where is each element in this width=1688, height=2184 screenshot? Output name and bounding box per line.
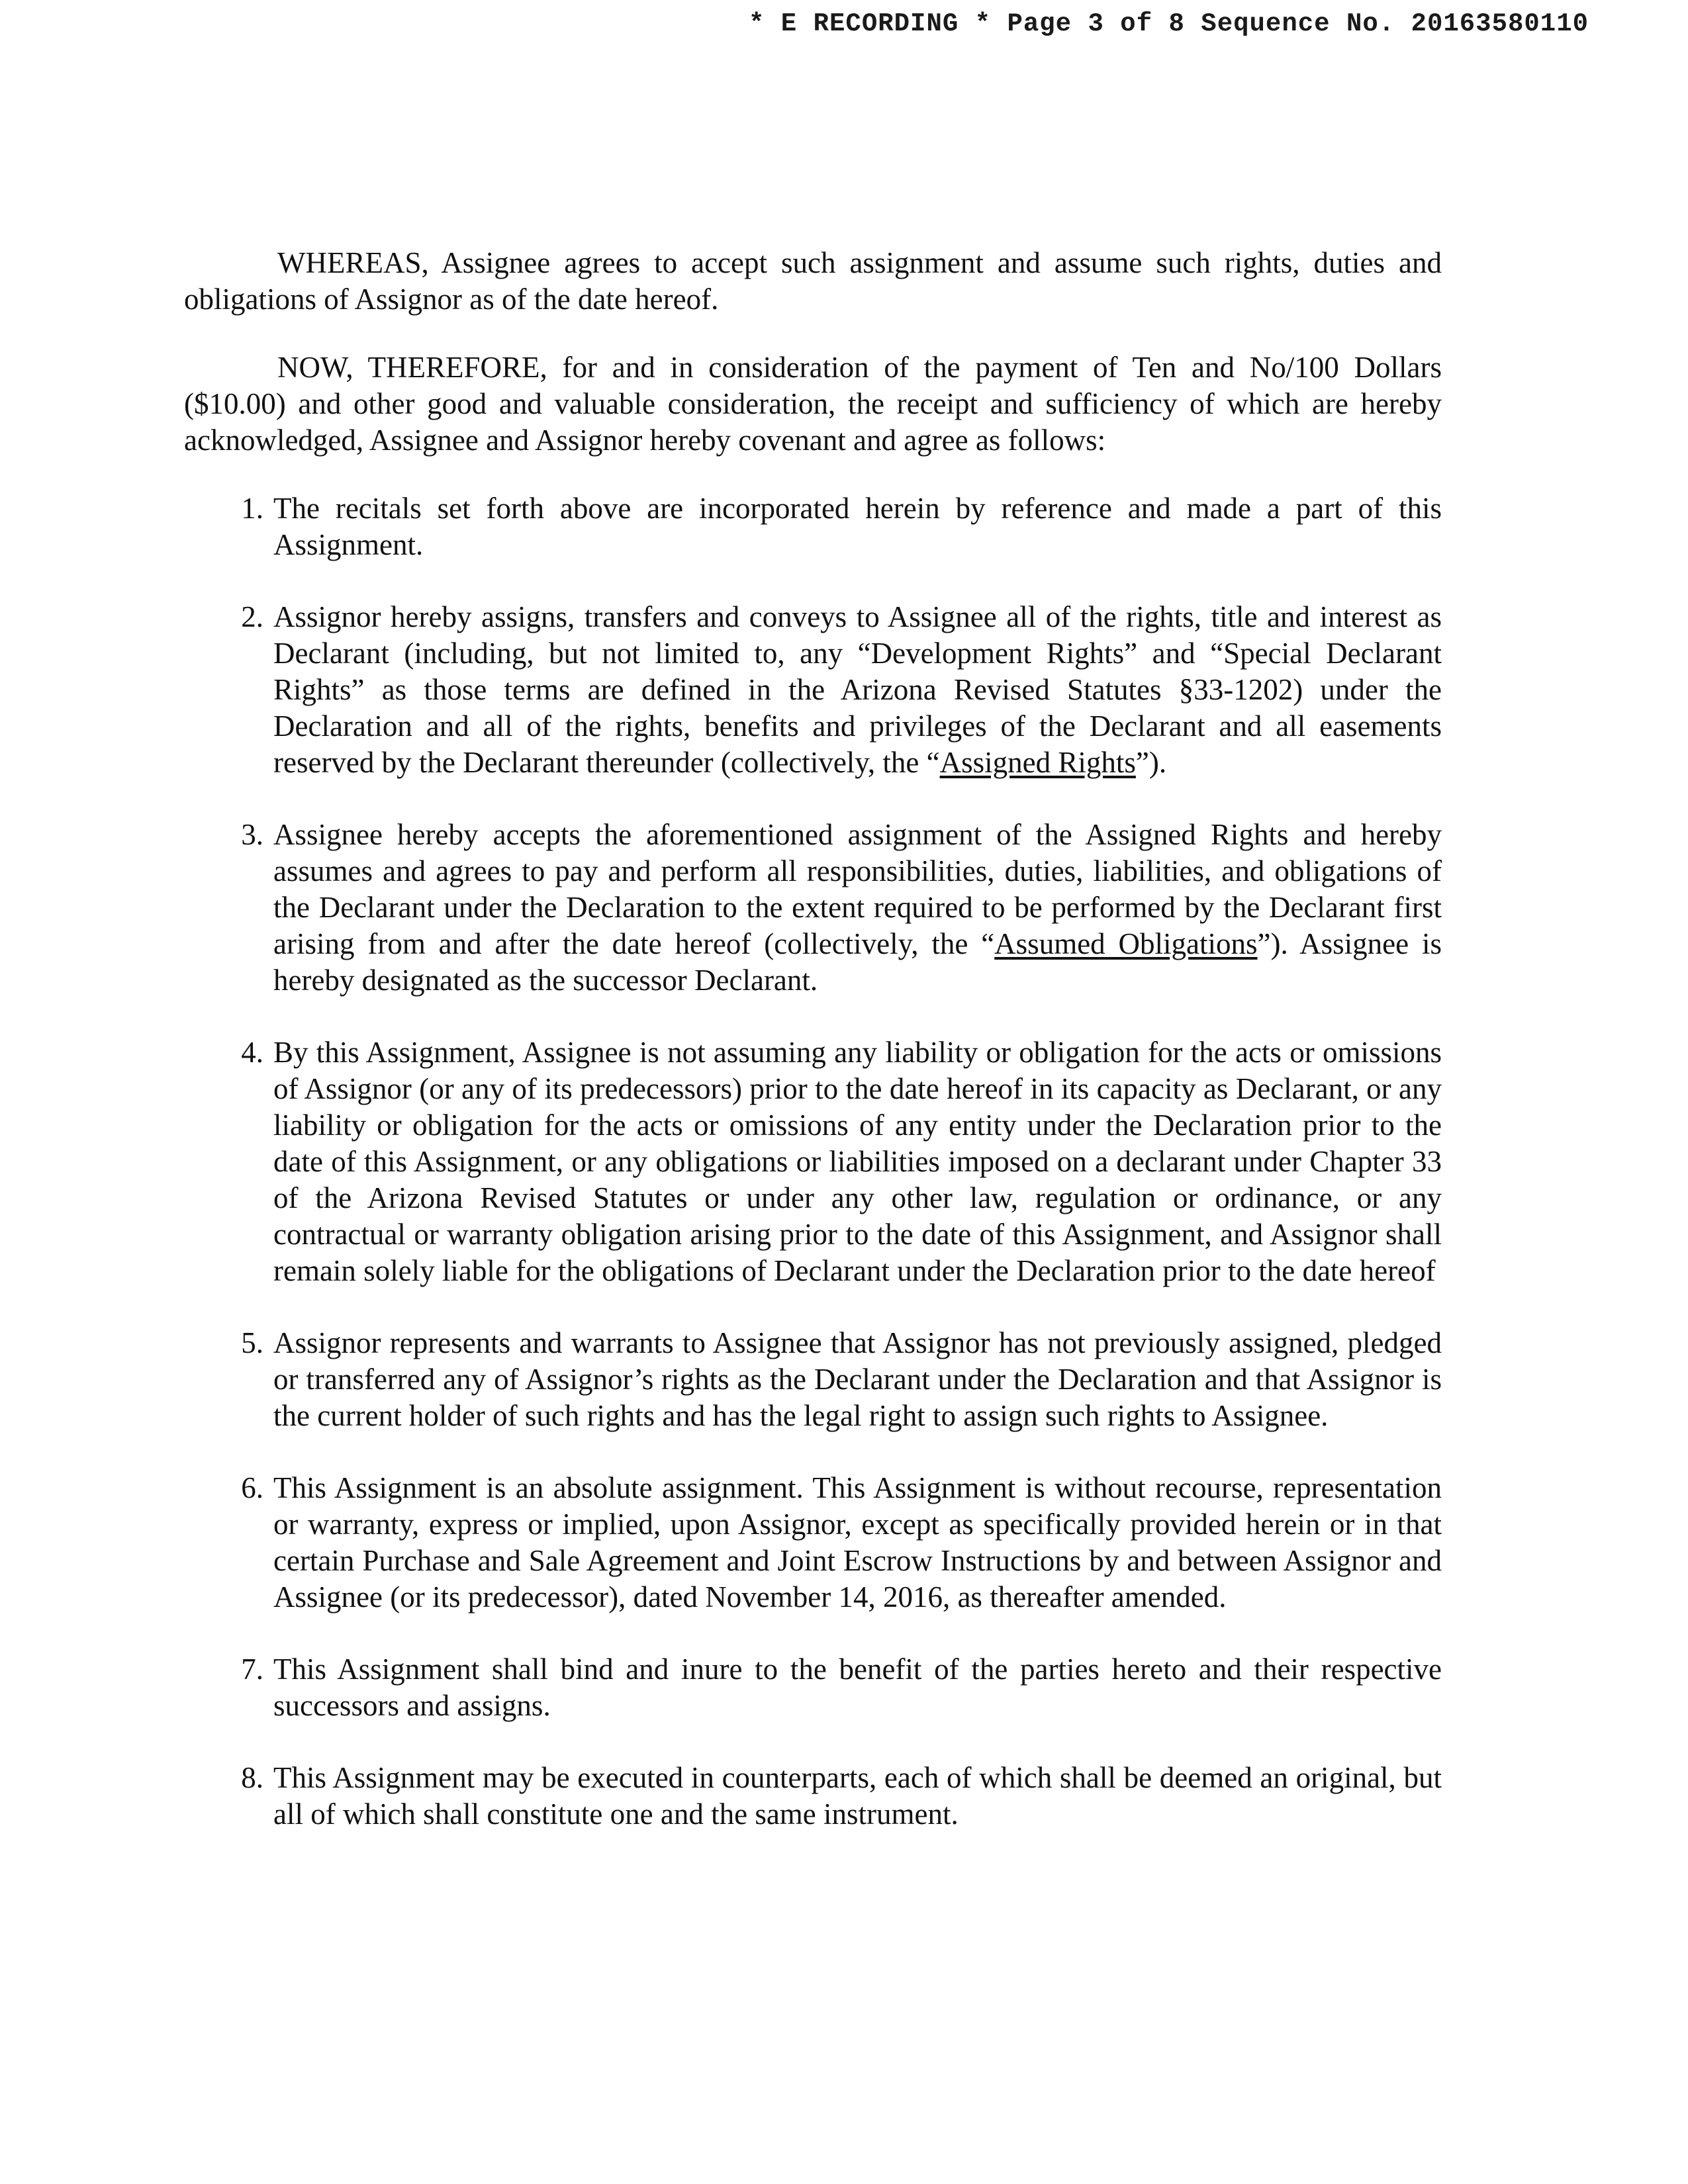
provision-text-end: ”). — [1135, 746, 1167, 779]
provision-text: This Assignment may be executed in counterparts, each of which shall be deemed an original, but all of which shall constitute one and the same instrument. — [273, 1761, 1442, 1831]
defined-term-assumed-obligations: Assumed Obligations — [994, 927, 1258, 960]
provision-6 — [184, 1470, 1442, 1615]
provision-text: Assignor hereby assigns, transfers and conveys to Assignee all of the rights, title and interest as Declarant (including, but not limited to, any “Development Rights” and “Special Declarant Rights” as those terms are defined in the Arizona Revised Statutes §33-1202) under the Declaration and all of the rights, benefits and privileges of the Declarant and all easements reserved by the Declarant thereunder (collectively, the “ — [273, 600, 1442, 779]
provision-number: 1. — [241, 492, 263, 525]
provision-7 — [184, 1651, 1442, 1724]
provision-text-end: ”). Assignee is hereby designated as the successor Declarant. — [273, 927, 1442, 997]
now-therefore-paragraph: NOW, THEREFORE, for and in consideration of the payment of Ten and No/100 Dollars ($10.00) and other good and valuable consideration, the receipt and sufficiency of which are hereby acknowledged, Assignee and Assignor hereby covenant and agree as follows: — [184, 351, 1442, 457]
provision-1 — [184, 490, 1442, 563]
provision-text: Assignor represents and warrants to Assignee that Assignor has not previously assigned, pledged or transferred any of Assignor’s rights as the Declarant under the Declaration and that Assignor is the current holder of such rights and has the legal right to assign such rights to Assignee. — [273, 1326, 1442, 1432]
provision-text: The recitals set forth above are incorporated herein by reference and made a part of this Assignment. — [273, 492, 1442, 561]
provision-number: 3. — [241, 818, 263, 851]
document-body — [184, 245, 1442, 1868]
provision-number: 7. — [241, 1653, 263, 1686]
recording-stamp: * E RECORDING * Page 3 of 8 Sequence No. 20163580110 — [749, 9, 1589, 38]
provision-number: 6. — [241, 1471, 263, 1504]
whereas-paragraph: WHEREAS, Assignee agrees to accept such assignment and assume such rights, duties and obligations of Assignor as of the date hereof. — [184, 246, 1442, 316]
defined-term-assigned-rights: Assigned Rights — [939, 746, 1136, 779]
provision-text: This Assignment shall bind and inure to the benefit of the parties hereto and their respective successors and assigns. — [273, 1653, 1442, 1722]
provision-2 — [184, 599, 1442, 781]
provision-8 — [184, 1760, 1442, 1833]
provision-5 — [184, 1325, 1442, 1434]
provision-text: By this Assignment, Assignee is not assuming any liability or obligation for the acts or omissions of Assignor (or any of its predecessors) prior to the date hereof in its capacity as Declarant, or any liability or obligation for the acts or omissions of any entity under the Declaration prior to the date of this Assignment, or any obligations or liabilities imposed on a declarant under Chapter 33 of the Arizona Revised Statutes or under any other law, regulation or ordinance, or any contractual or warranty obligation arising prior to the date of this Assignment, and Assignor shall remain solely liable for the obligations of Declarant under the Declaration prior to the date hereof — [273, 1036, 1442, 1287]
provision-text: This Assignment is an absolute assignment. This Assignment is without recourse, representation or warranty, express or implied, upon Assignor, except as specifically provided herein or in that certain Purchase and Sale Agreement and Joint Escrow Instructions by and between Assignor and Assignee (or its predecessor), dated November 14, 2016, as thereafter amended. — [273, 1471, 1442, 1614]
provision-number: 5. — [241, 1326, 263, 1359]
provision-4 — [184, 1034, 1442, 1289]
provision-3 — [184, 817, 1442, 999]
numbered-provisions — [184, 490, 1442, 1833]
provision-text: Assignee hereby accepts the aforementioned assignment of the Assigned Rights and hereby assumes and agrees to pay and perform all responsibilities, duties, liabilities, and obligations of the Declarant under the Declaration to the extent required to be performed by the Declarant first arising from and after the date hereof (collectively, the “ — [273, 818, 1442, 960]
provision-number: 4. — [241, 1036, 263, 1069]
provision-number: 8. — [241, 1761, 263, 1794]
provision-number: 2. — [241, 600, 263, 633]
